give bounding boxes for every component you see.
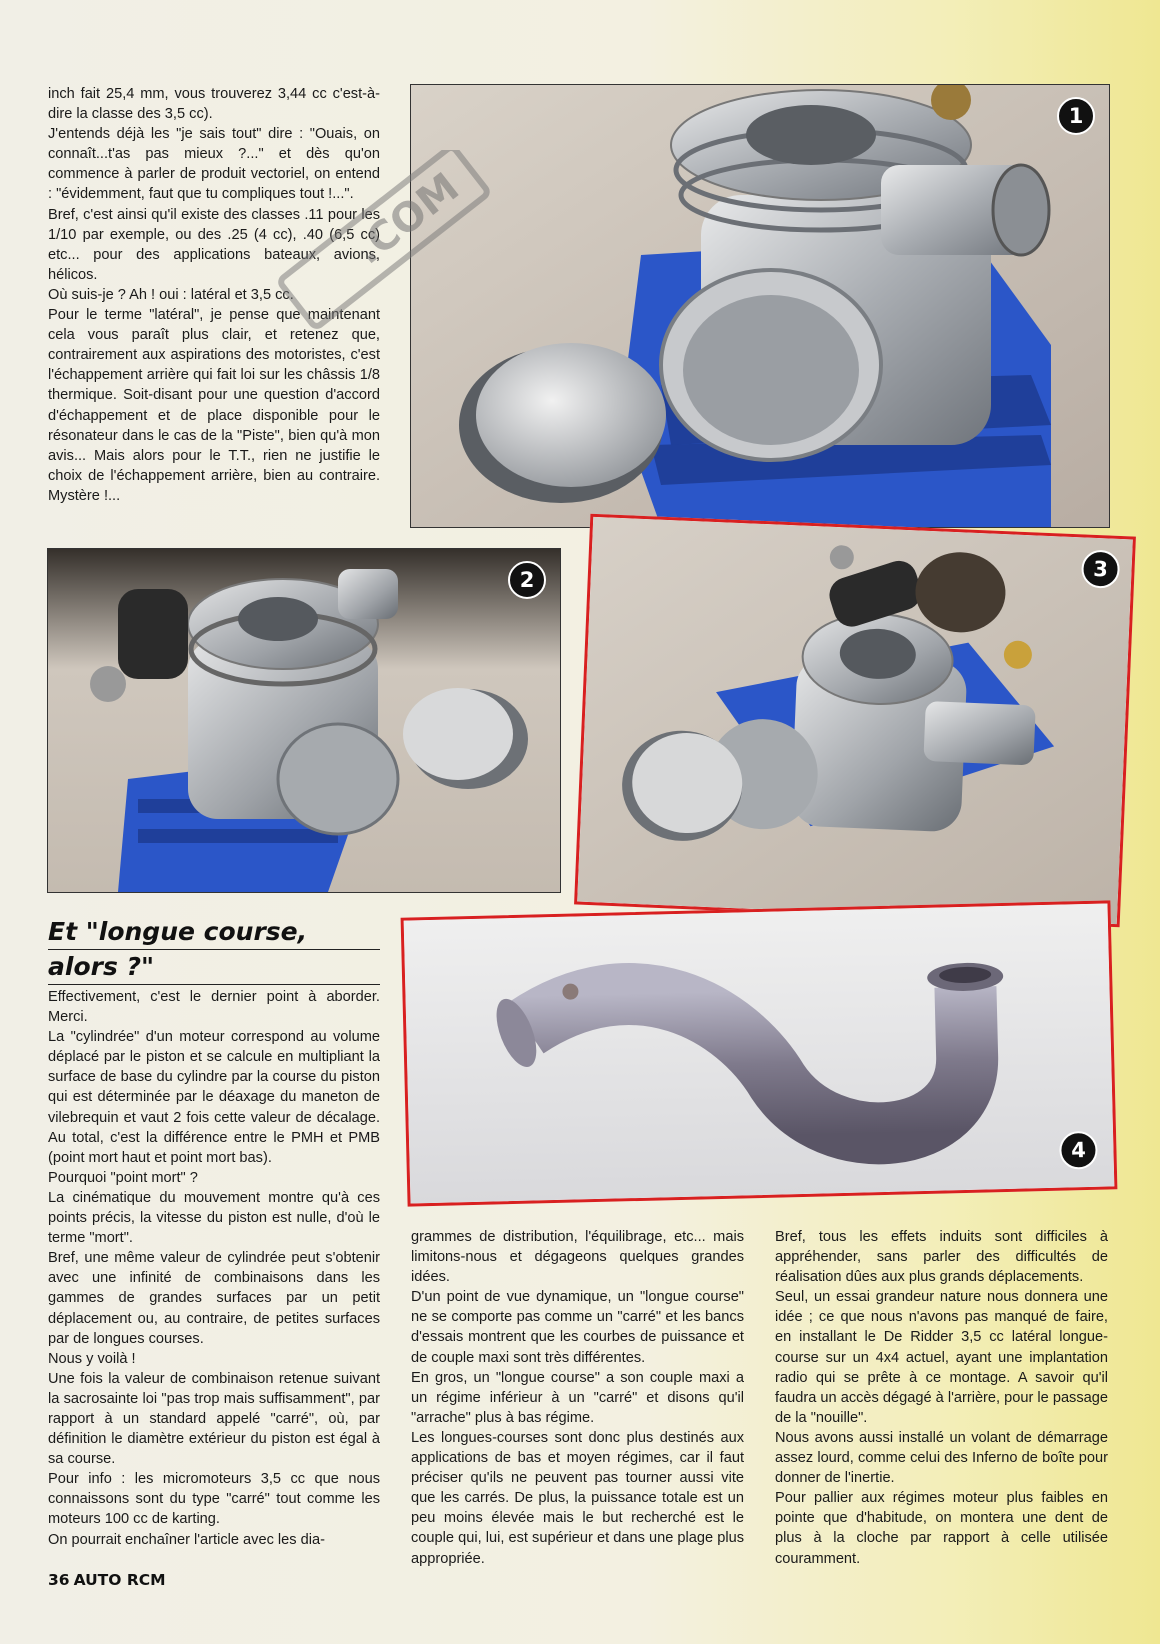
watermark-stamp: [255, 150, 505, 330]
photo-number-badge: 4: [1059, 1131, 1098, 1170]
photo-number-badge: 1: [1057, 97, 1095, 135]
engine-illustration: [48, 549, 560, 892]
magazine-name: AUTO RCM: [73, 1571, 166, 1589]
paragraph: Pour le terme "latéral", je pense que maintenant cela vous paraît plus clair, et retenez que, contrairement aux aspirations des motoristes, c'est l'échappement arrière qui fait loi sur les châssis 1/8 thermique. Soit-disant pour une question d'accord d'échappement et de place disponible pour le résonateur dans le cas de la "Piste", bien qu'à mon avis... Mais alors pour le T.T., rien ne justifie le choix de l'échappement arrière, bien au contraire. Mystère !...: [48, 307, 380, 504]
photo-engine-2: [47, 548, 561, 893]
article-column-3: [775, 1227, 1108, 1569]
article-column-2: [411, 1227, 744, 1569]
paragraph: grammes de distribution, l'équilibrage, etc... mais limitons-nous et dégageons quelques grandes idées.: [411, 1229, 744, 1286]
paragraph: Seul, un essai grandeur nature nous donnera une idée ; ce que nous n'avons pas manqué de faire, en installant le De Ridder 3,5 cc latéral longue-course sur un 4x4 actuel, ayant une implantation radio qui se prête à ce montage. A savoir qu'il faudra un accès dégagé à l'arrière, pour le passage de la "nouille".: [775, 1289, 1108, 1426]
paragraph: Bref, tous les effets induits sont difficiles à appréhender, sans parler des difficultés de réalisation dûes aux plus grands déplacements.: [775, 1229, 1108, 1286]
watermark-text: .COM: [346, 164, 468, 274]
paragraph: La cinématique du mouvement montre qu'à ces points précis, la vitesse du piston est nulle, d'où le terme "mort".: [48, 1189, 380, 1247]
photo-exhaust-pipe-4: [401, 900, 1118, 1206]
photo-number-badge: 2: [508, 561, 546, 599]
paragraph: La "cylindrée" d'un moteur correspond au volume déplacé par le piston et se calcule en multipliant la surface de base du cylindre par la course du piston qui est déterminée par le déaxage du maneton de vilebrequin et vaut 2 fois cette valeur de décalage. Au total, c'est la différence entre le PMH et PMB (point mort haut et point mort bas).: [48, 1029, 380, 1166]
engine-illustration: [411, 85, 1109, 527]
engine-illustration: [577, 517, 1133, 924]
photo-engine-1: [410, 84, 1110, 528]
paragraph: Bref, une même valeur de cylindrée peut s'obtenir avec une infinité de combinaisons dans les gammes de grandes surfaces par un petit déplacement ou, au contraire, de petites surfaces par de longues courses.: [48, 1250, 380, 1347]
photo-engine-3: [574, 514, 1136, 928]
watermark-graphic: [255, 150, 505, 330]
paragraph: En gros, un "longue course" a son couple maxi a un régime inférieur à un "carré" et disons qu'il "arrache" plus à bas régime.: [411, 1369, 744, 1426]
paragraph: Effectivement, c'est le dernier point à aborder. Merci.: [48, 989, 380, 1026]
paragraph: Pourquoi "point mort" ?: [48, 1169, 198, 1186]
photo-number-badge: 3: [1081, 549, 1121, 589]
paragraph: Bref, c'est ainsi qu'il existe des classes .11 pour les 1/10 par exemple, ou des .25 (4 cc), .40 (6,5 cc) etc... pour des applications bateaux, avions, hélicos.: [48, 206, 380, 283]
paragraph: On pourrait enchaîner l'article avec les dia-: [48, 1531, 325, 1548]
paragraph: Pour info : les micromoteurs 3,5 cc que nous connaissons sont du type "carré" tout comme les moteurs 100 cc de karting.: [48, 1471, 380, 1528]
paragraph: J'entends déjà les "je sais tout" dire : "Ouais, on connaît...t'as pas mieux ?..." et dès qu'on commence à parler de produit vectoriel, on entend : "évidemment, faut que tu compliques tout !...".: [48, 126, 380, 203]
page-number: 36: [48, 1571, 70, 1589]
heading-line-1: Et "longue course,: [48, 915, 380, 950]
paragraph: Pour pallier aux régimes moteur plus faibles en pointe que d'habitude, on montera une dent de plus à la cloche par rapport à celle utilisée couramment.: [775, 1490, 1108, 1567]
section-heading: [48, 915, 380, 985]
paragraph: inch fait 25,4 mm, vous trouverez 3,44 cc c'est-à-dire la classe des 3,5 cc).: [48, 86, 380, 123]
paragraph: D'un point de vue dynamique, un "longue course" ne se comporte pas comme un "carré" et les bancs d'essais montrent que les courbes de puissance et de couple maxi sont très différentes.: [411, 1289, 744, 1366]
paragraph: Nous y voilà !: [48, 1350, 136, 1367]
paragraph: Nous avons aussi installé un volant de démarrage assez lourd, comme celui des Inferno de boîte pour donner de l'inertie.: [775, 1429, 1108, 1487]
paragraph: Où suis-je ? Ah ! oui : latéral et 3,5 cc.: [48, 286, 294, 303]
page-footer: [48, 1571, 166, 1589]
exhaust-pipe-illustration: [404, 903, 1115, 1203]
article-column-1: [48, 987, 380, 1550]
paragraph: Les longues-courses sont donc plus destinés aux applications de bas et moyen régimes, car il faut préciser qu'ils ne peuvent pas tourner aussi vite que les carrés. De plus, la puissance totale est un peu moins élevée mais le but recherché est le couple qui, lui, est supérieur et dans une plage plus appropriée.: [411, 1429, 744, 1567]
heading-line-2: alors ?": [48, 950, 380, 985]
paragraph: Une fois la valeur de combinaison retenue suivant la sacrosainte loi "pas trop mais suffisamment", par rapport à un standard appelé "carré", où, par définition le diamètre extérieur du piston est égal à sa course.: [48, 1370, 380, 1468]
